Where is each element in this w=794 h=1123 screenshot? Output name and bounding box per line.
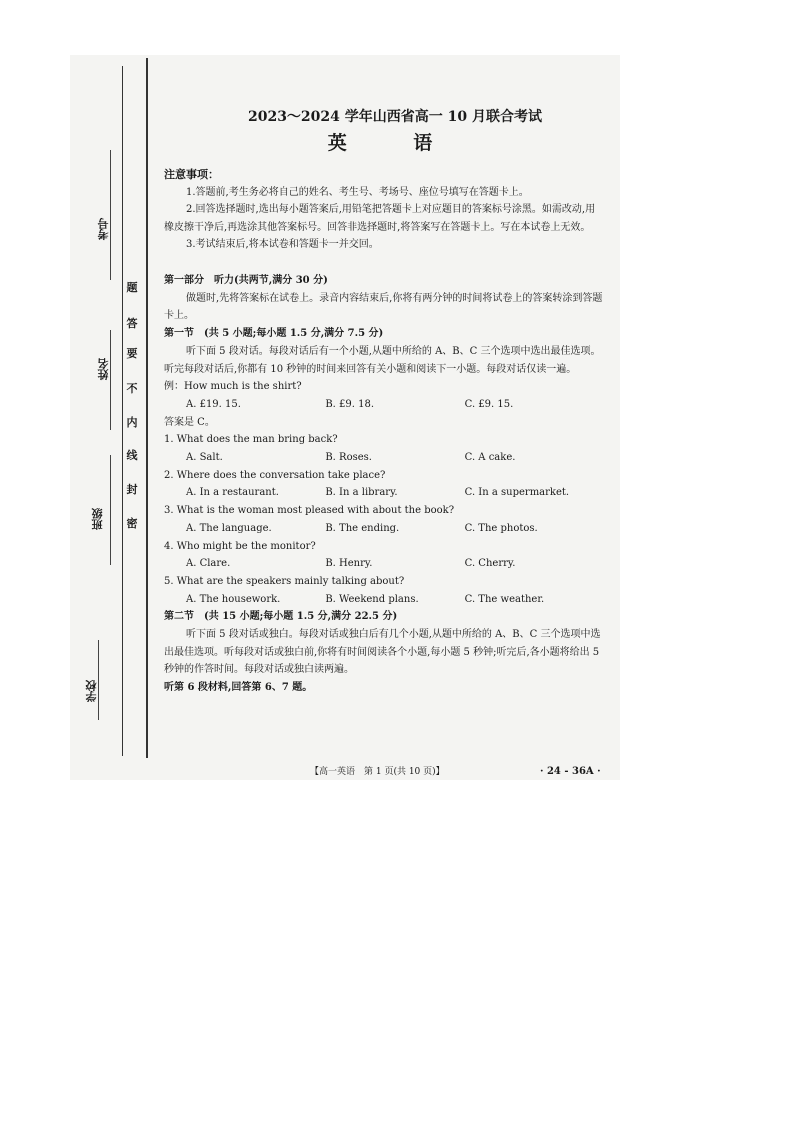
option-b: B. In a library. xyxy=(325,487,398,499)
question-1: 1. What does the man bring back? xyxy=(164,434,338,446)
page-footer: 【高一英语 第 1 页(共 10 页)】 xyxy=(310,767,445,777)
label-xuexiao: 学校 xyxy=(85,680,98,702)
option-a: A. Clare. xyxy=(186,558,231,570)
option-a: A. Salt. xyxy=(186,452,223,464)
option-c: C. The weather. xyxy=(464,593,545,605)
option-c: C. The photos. xyxy=(464,522,538,534)
label-kaohao: 考号 xyxy=(97,218,110,240)
option-c: C. In a supermarket. xyxy=(464,487,570,499)
question-3: 3. What is the woman most pleased with about the book? xyxy=(164,505,455,517)
exam-code: · 24 - 36A · xyxy=(540,766,601,777)
blank-xuexiao xyxy=(98,640,99,720)
label-xingming: 姓名 xyxy=(97,358,110,380)
seal-char-3: 要 xyxy=(126,347,138,360)
blank-xingming xyxy=(110,330,111,430)
example-answer: 答案是 C。 xyxy=(164,416,215,428)
question-3-options xyxy=(164,520,604,538)
blank-banji xyxy=(110,455,111,565)
notes-block xyxy=(164,166,604,254)
question-1-options xyxy=(164,449,604,467)
section2-next: 听第 6 段材料,回答第 6、7 题。 xyxy=(164,682,313,694)
binding-line-inner xyxy=(146,58,148,758)
seal-char-6: 线 xyxy=(126,449,138,462)
notes-heading: 注意事项： xyxy=(164,168,219,181)
option-a: A. In a restaurant. xyxy=(186,487,279,499)
question-4-options xyxy=(164,555,604,573)
example-options xyxy=(164,396,604,414)
note-item-2: 2.回答选择题时,选出每小题答案后,用铅笔把答题卡上对应题目的答案标号涂黑。如需改动,用橡皮擦干净后,再选涂其他答案标号。回答非选择题时,将答案写在答题卡上。写在本试卷上无效。 xyxy=(164,204,596,233)
part1-block xyxy=(164,272,604,697)
option-b: B. Henry. xyxy=(325,558,373,570)
question-4: 4. Who might be the monitor? xyxy=(164,540,316,552)
subject-title: 英 语 xyxy=(327,132,463,154)
blank-kaohao xyxy=(110,150,111,280)
note-item-3: 3.考试结束后,将本试卷和答题卡一并交回。 xyxy=(186,239,379,250)
part1-heading: 第一部分 听力(共两节,满分 30 分) xyxy=(164,275,328,286)
question-2: 2. Where does the conversation take place? xyxy=(164,469,386,481)
option-a: A. The language. xyxy=(186,522,272,534)
option-b: B. Roses. xyxy=(325,452,372,464)
section2-intro: 听下面 5 段对话或独白。每段对话或独白后有几个小题,从题中所给的 A、B、C 三个选项中选出最佳选项。听每段对话或独白前,你将有时间阅读各个小题,每小题 5 秒钟;听完后,各小题将给出 5 秒钟的作答时间。每段对话或独白读两遍。 xyxy=(164,629,601,676)
option-a: A. £19. 15. xyxy=(186,398,241,410)
option-b: B. The ending. xyxy=(325,522,400,534)
seal-char-7: 封 xyxy=(126,483,138,496)
note-item-1: 1.答题前,考生务必将自己的姓名、考生号、考场号、座位号填写在答题卡上。 xyxy=(186,186,529,198)
seal-char-1: 题 xyxy=(126,281,138,294)
option-c: C. Cherry. xyxy=(464,558,516,570)
seal-char-8: 密 xyxy=(126,517,138,530)
option-b: B. Weekend plans. xyxy=(325,593,419,605)
example-question: 例：How much is the shirt? xyxy=(164,381,302,393)
option-c: C. A cake. xyxy=(464,452,516,464)
question-5: 5. What are the speakers mainly talking about? xyxy=(164,575,405,587)
seal-char-2: 答 xyxy=(126,317,138,330)
section1-intro: 听下面 5 段对话。每段对话后有一个小题,从题中所给的 A、B、C 三个选项中选出最佳选项。听完每段对话后,你都有 10 秒钟的时间来回答有关小题和阅读下一小题。每段对话仅读一遍。 xyxy=(164,345,601,375)
seal-char-5: 内 xyxy=(126,416,138,429)
part1-intro: 做题时,先将答案标在试卷上。录音内容结束后,你将有两分钟的时间将试卷上的答案转涂到答题卡上。 xyxy=(164,292,603,322)
question-5-options xyxy=(164,591,604,609)
section2-heading: 第二节 (共 15 小题;每小题 1.5 分,满分 22.5 分) xyxy=(164,611,398,623)
question-2-options xyxy=(164,484,604,502)
binding-line-outer xyxy=(122,66,123,756)
exam-title: 2023～2024 学年山西省高一 10 月联合考试 xyxy=(247,109,543,125)
option-c: C. £9. 15. xyxy=(464,398,514,410)
seal-char-4: 不 xyxy=(126,382,138,395)
section1-heading: 第一节 (共 5 小题;每小题 1.5 分,满分 7.5 分) xyxy=(164,328,384,340)
option-a: A. The housework. xyxy=(186,593,281,605)
label-banji: 班级 xyxy=(91,508,104,530)
option-b: B. £9. 18. xyxy=(325,398,375,410)
